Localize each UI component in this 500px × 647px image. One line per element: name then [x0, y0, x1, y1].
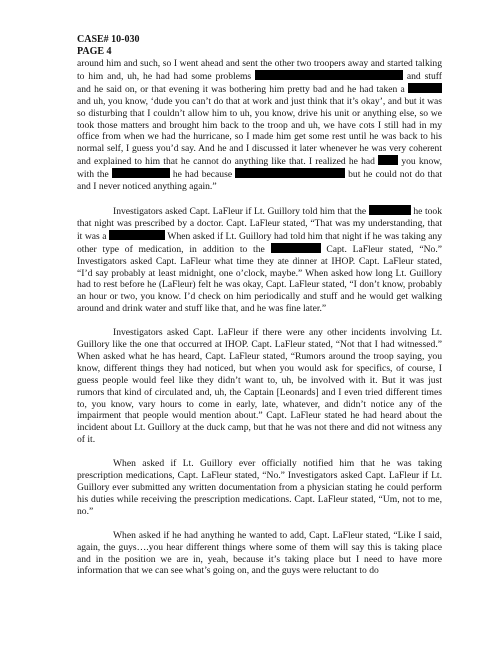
paragraph-1-text-a: around him and such, so I went ahead and sent the other two troopers away and started talking to him and, uh, he had had some problems	[77, 58, 442, 82]
paragraph-1-text-b: and stuff and he said on, or that evening it was bothering him pretty bad and he had taken a	[77, 70, 442, 95]
paragraph-1-text-c: and uh, you know, ‘dude you can’t do that at work and just think that it’s okay’, and but it was so disturbing that I couldn’t allow him to uh, you know, drive his unit or anything else, so we took those matters and brought him back to the troop and uh, we have cots I still had in my office from when we had the hurricane, so I made him get some rest until he was back to his normal self, I guess you’d say. And he and I discussed it later whenever he was very coherent and explained to him that he cannot do anything like that. I realized he had	[77, 95, 442, 168]
redaction-bar	[109, 230, 165, 240]
paragraph-2-text-c: When asked if Lt. Guillory had told him that night if he was taking any other type of medication, in addition to the	[77, 230, 442, 255]
paragraph-gap	[77, 518, 442, 530]
redaction-bar	[235, 168, 345, 178]
paragraph-3-text: Investigators asked Capt. LaFleur if there were any other incidents involving Lt. Guillory like the one that occurred at IHOP. Capt. LaFleur stated, “Not that I had witnessed.” When asked what he has heard, Capt. LaFleur stated, “Rumors around the troop saying, you know, different things they had noticed, but when you would ask for specifics, of course, I guess people would feel like they didn’t want to, uh, be involved with it. But it was just rumors that kind of circulated and, uh, the Captain [Leonards] and I even tried different times to, you know, vary hours to come in early, late, whatever, and didn’t notice any of the impairment that people would mention about.” Capt. LaFleur stated he had heard about the incident about Lt. Guillory at the duck camp, but that he was not there and did not witness any of it.	[77, 327, 442, 446]
paragraph-1-text-e: he had because	[172, 169, 233, 181]
paragraph-1	[77, 58, 442, 193]
redaction-bar	[378, 155, 398, 165]
paragraph-2-text-b: he took that night was prescribed by a doctor. Capt. LaFleur stated, “That was my understanding, that it was a	[77, 205, 443, 242]
paragraph-2	[77, 205, 442, 315]
paragraph-5-text: When asked if he had anything he wanted to add, Capt. LaFleur stated, “Like I said, again, the guys….you hear different things where some of them will say this is taking place and in the position we are in, yeah, because it’s taking place but I need to have more information that we can see what’s going on, and the guys were reluctant to do	[77, 529, 442, 577]
page-number: PAGE 4	[77, 46, 112, 57]
paragraph-gap	[77, 193, 442, 205]
paragraph-1-text-d: you know, with the	[77, 156, 442, 181]
redaction-bar	[369, 205, 411, 215]
redaction-bar	[255, 70, 403, 80]
paragraph-4	[77, 458, 442, 518]
paragraph-2-text-a: Investigators asked Capt. LaFleur if Lt. Guillory told him that the	[113, 205, 367, 217]
paragraph-2-text-d: Capt. LaFleur stated, “No.” Investigators asked Capt. LaFleur what time they ate dinner at IHOP. Capt. LaFleur stated, “I’d say probably at least midnight, one o’clock, maybe.” When asked how long Lt. Guillory had to rest before he (LaFleur) felt he was okay, Capt. LaFleur stated, “I don’t know, probably an hour or two, you know. I’d check on him periodically and stuff and he would get walking around and drink water and stuff like that, and he was fine later.”	[77, 243, 442, 315]
paragraph-3	[77, 327, 442, 446]
paragraph-gap	[77, 315, 442, 327]
redaction-bar	[271, 243, 321, 253]
paragraph-1-text-f: but he could not do that and I never noticed anything again.”	[77, 169, 442, 193]
redaction-bar	[408, 83, 442, 93]
case-number: CASE# 10-030	[77, 34, 140, 45]
paragraph-5	[77, 530, 442, 578]
paragraph-4-text: When asked if Lt. Guillory ever officially notified him that he was taking prescription medications, Capt. LaFleur stated, “No.” Investigators asked Capt. LaFleur if Lt. Guillory ever submitted any written documentation from a physician stating he could perform his duties while receiving the prescription medications. Capt. LaFleur stated, “Um, not to me, no.”	[77, 458, 442, 517]
redaction-bar	[112, 168, 170, 178]
paragraph-gap	[77, 446, 442, 458]
